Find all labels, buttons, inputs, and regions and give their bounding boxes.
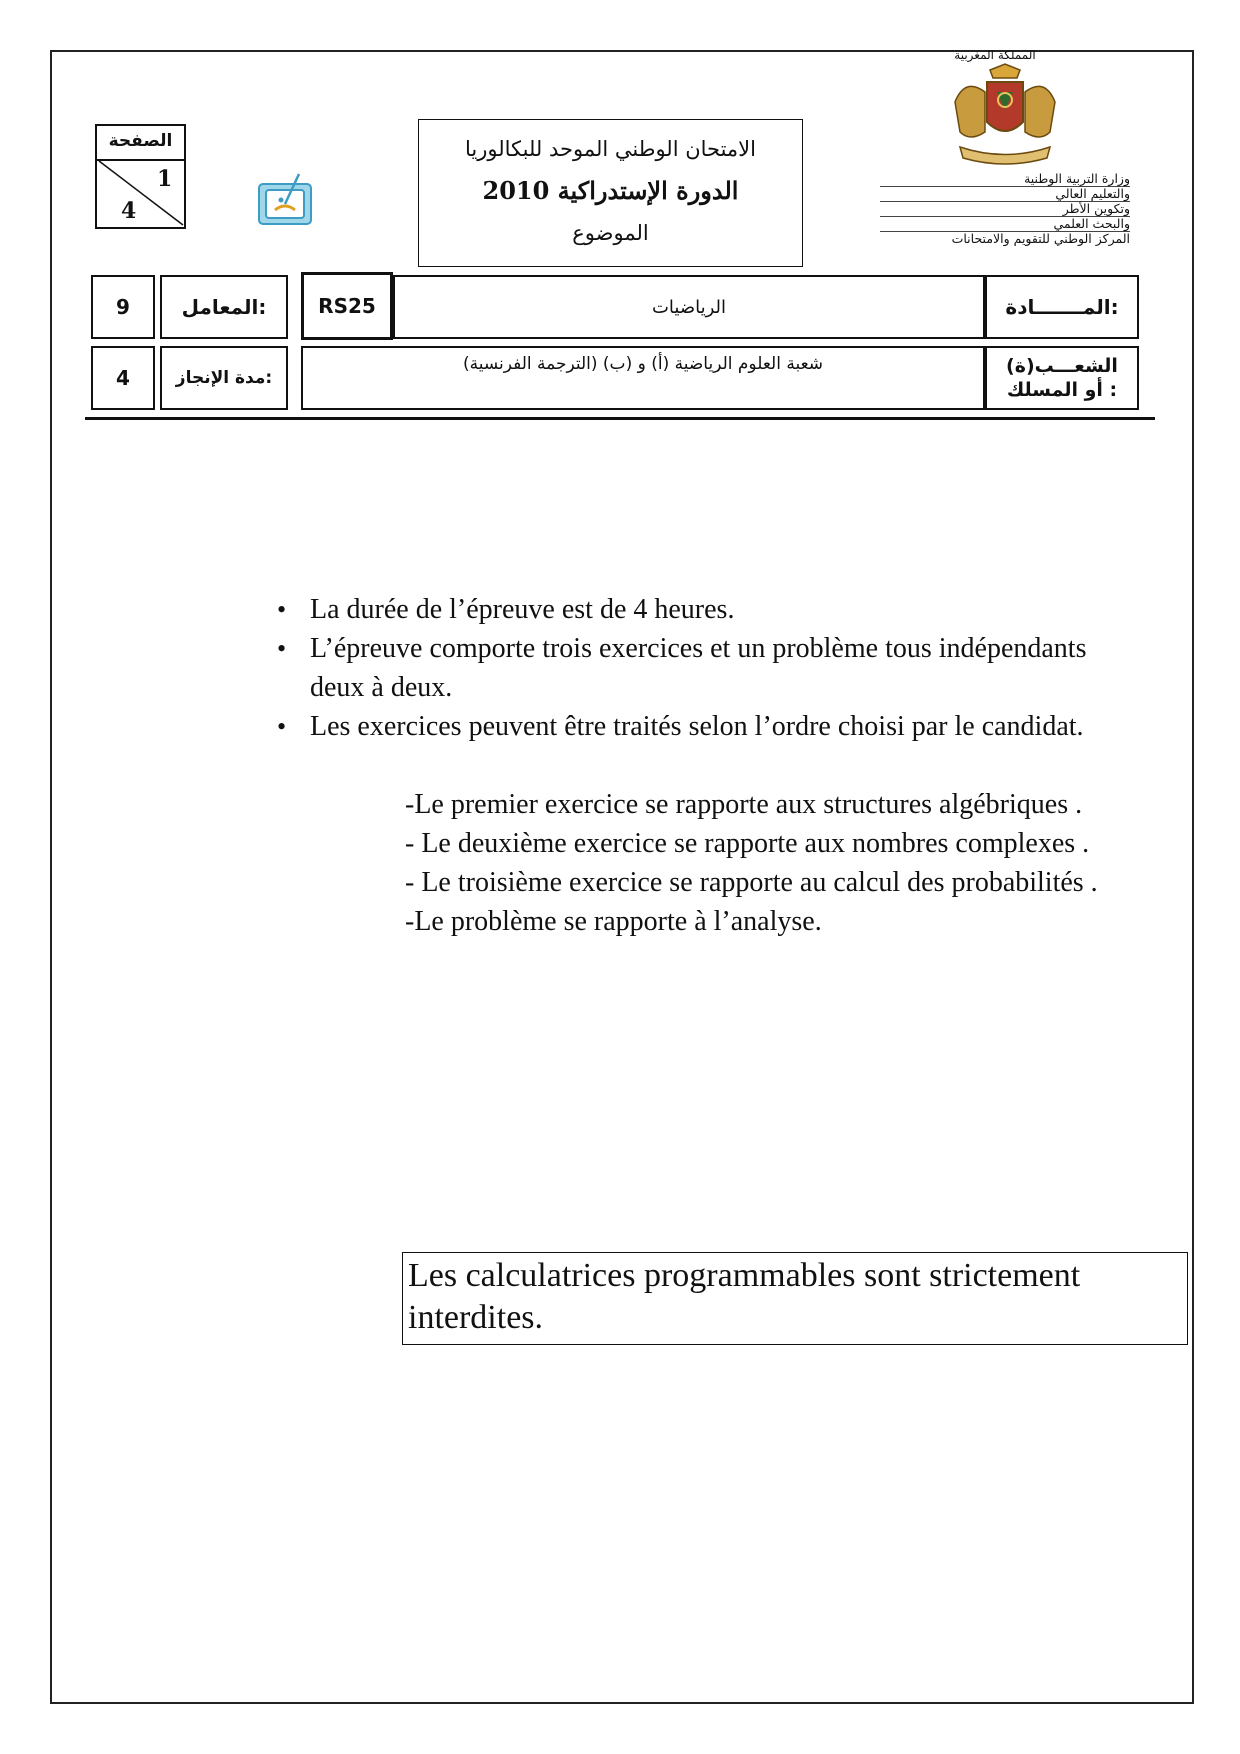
stream-label-line2: أو المسلك : xyxy=(1006,379,1118,401)
instruction-item: • L’épreuve comporte trois exercices et un problème tous indépendants deux à deux. xyxy=(275,629,1135,707)
coefficient-label: المعامل: xyxy=(160,275,288,339)
subject-name: الرياضيات xyxy=(393,275,985,339)
national-center-line: المركز الوطني للتقويم والامتحانات xyxy=(951,231,1130,246)
coefficient-value: 9 xyxy=(91,275,155,339)
exercise-detail: - Le deuxième exercice se rapporte aux nombres complexes . xyxy=(405,828,1090,859)
header-divider xyxy=(85,417,1155,420)
ministry-line: والتعليم العالي xyxy=(880,187,1130,202)
instruction-list xyxy=(275,590,1135,746)
stream-name: شعبة العلوم الرياضية (أ) و (ب) (الترجمة الفرنسية) xyxy=(301,346,985,410)
ministry-line: وتكوين الأطر xyxy=(880,202,1130,217)
stream-label-line1: الشعـــب(ة) xyxy=(1006,355,1118,377)
page-current: 1 xyxy=(157,166,173,192)
coat-of-arms-icon xyxy=(935,62,1075,172)
stream-label xyxy=(985,346,1139,410)
exercise-detail: -Le premier exercice se rapporte aux structures algébriques . xyxy=(405,789,1083,820)
page-total: 4 xyxy=(121,198,137,224)
page-label: الصفحة xyxy=(97,126,184,161)
exam-title-box xyxy=(418,119,803,267)
ministry-line: والبحث العلمي xyxy=(880,217,1130,232)
duration-value: 4 xyxy=(91,346,155,410)
ministry-block xyxy=(880,172,1130,246)
exercise-details xyxy=(405,785,1125,941)
exam-subject-label: الموضوع xyxy=(572,221,649,245)
subject-label: المـــــــادة: xyxy=(985,275,1139,339)
cnee-logo-icon xyxy=(255,170,317,228)
duration-label: مدة الإنجاز: xyxy=(160,346,288,410)
instruction-item: • Les exercices peuvent être traités selon l’ordre choisi par le candidat. xyxy=(275,707,1135,746)
calculator-notice: Les calculatrices programmables sont strictement interdites. xyxy=(402,1252,1188,1345)
kingdom-label: المملكة المغربية xyxy=(954,48,1036,62)
subject-code: RS25 xyxy=(301,272,393,340)
exercise-detail: -Le problème se rapporte à l’analyse. xyxy=(405,906,822,937)
page-number-box xyxy=(95,124,186,229)
ministry-line: وزارة التربية الوطنية xyxy=(880,172,1130,187)
instruction-item: • La durée de l’épreuve est de 4 heures. xyxy=(275,590,1135,629)
exercise-detail: - Le troisième exercice se rapporte au calcul des probabilités . xyxy=(405,867,1098,898)
exam-session: الدورة الإستدراكية 2010 xyxy=(482,176,739,205)
exam-title: الامتحان الوطني الموحد للبكالوريا xyxy=(465,137,756,161)
